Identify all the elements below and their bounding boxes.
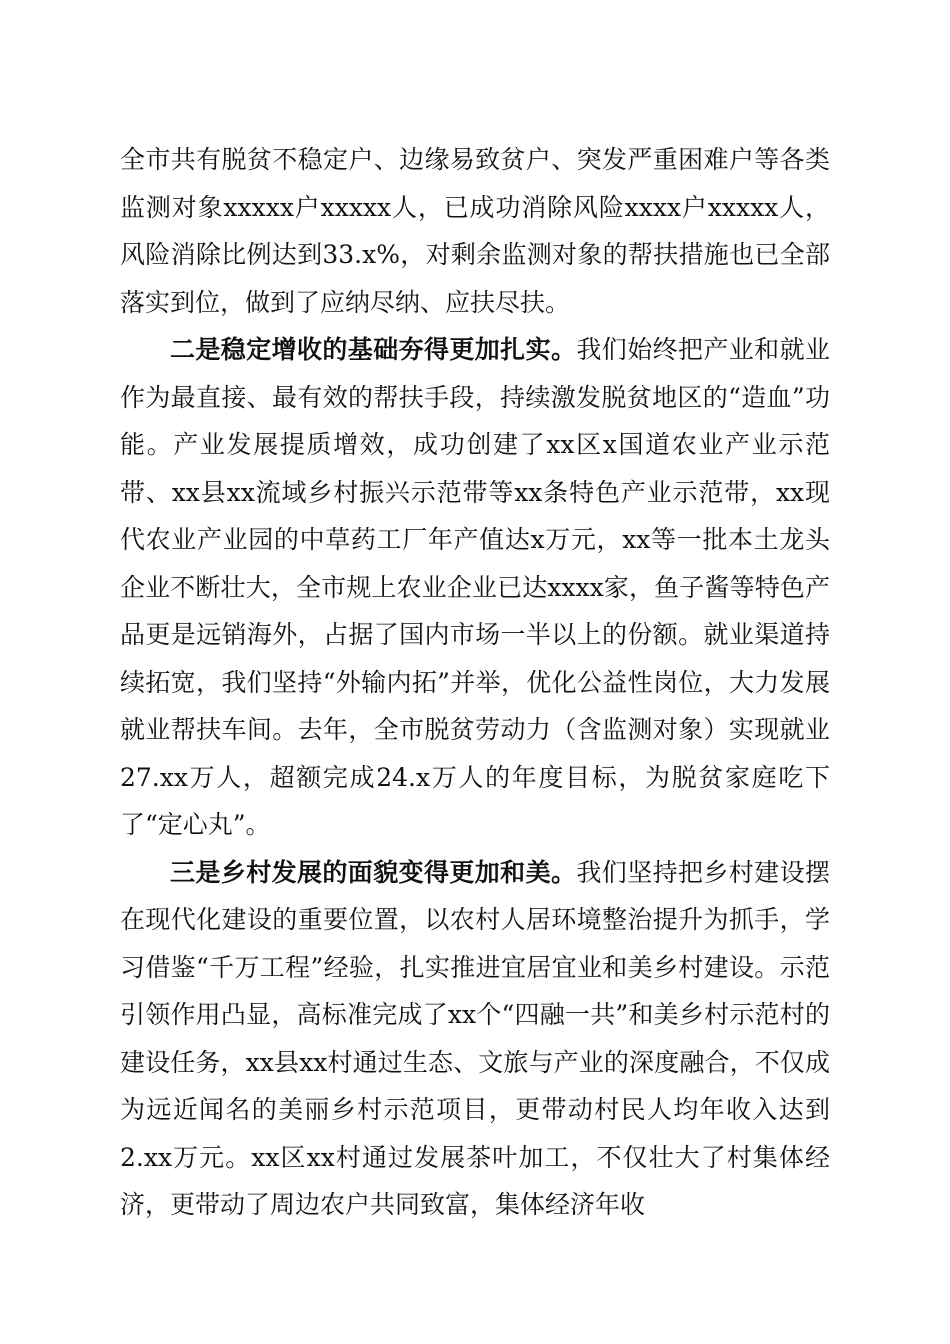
paragraph-body: 全市共有脱贫不稳定户、边缘易致贫户、突发严重困难户等各类监测对象xxxxx户xxxxx人，已成功消除风险xxxx户xxxxx人，风险消除比例达到33.x%，对剩余监测对象的帮扶措施也已全部落实到位，做到了应纳尽纳、应扶尽扶。 (120, 145, 830, 317)
paragraph-rural-development (120, 849, 830, 1229)
paragraph-continuation (120, 136, 830, 326)
paragraph-body: 我们始终把产业和就业作为最直接、最有效的帮扶手段，持续激发脱贫地区的“造血”功能。产业发展提质增效，成功创建了xx区x国道农业产业示范带、xx县xx流域乡村振兴示范带等xx条特色产业示范带，xx现代农业产业园的中草药工厂年产值达x万元，xx等一批本土龙头企业不断壮大，全市规上农业企业已达xxxx家，鱼子酱等特色产品更是远销海外，占据了国内市场一半以上的份额。就业渠道持续拓宽，我们坚持“外输内拓”并举，优化公益性岗位，大力发展就业帮扶车间。去年，全市脱贫劳动力（含监测对象）实现就业27.xx万人，超额完成24.x万人的年度目标，为脱贫家庭吃下了“定心丸”。 (120, 335, 830, 839)
paragraph-body: 我们坚持把乡村建设摆在现代化建设的重要位置，以农村人居环境整治提升为抓手，学习借鉴“千万工程”经验，扎实推进宜居宜业和美乡村建设。示范引领作用凸显，高标准完成了xx个“四融一共”和美乡村示范村的建设任务，xx县xx村通过生态、文旅与产业的深度融合，不仅成为远近闻名的美丽乡村示范项目，更带动村民人均年收入达到2.xx万元。xx区xx村通过发展茶叶加工，不仅壮大了村集体经济，更带动了周边农户共同致富，集体经济年收 (120, 857, 830, 1219)
document-page (120, 136, 830, 1229)
paragraph-stable-income (120, 326, 830, 849)
paragraph-heading: 二是稳定增收的基础夯得更加扎实。 (170, 335, 577, 364)
paragraph-heading: 三是乡村发展的面貌变得更加和美。 (170, 857, 577, 887)
